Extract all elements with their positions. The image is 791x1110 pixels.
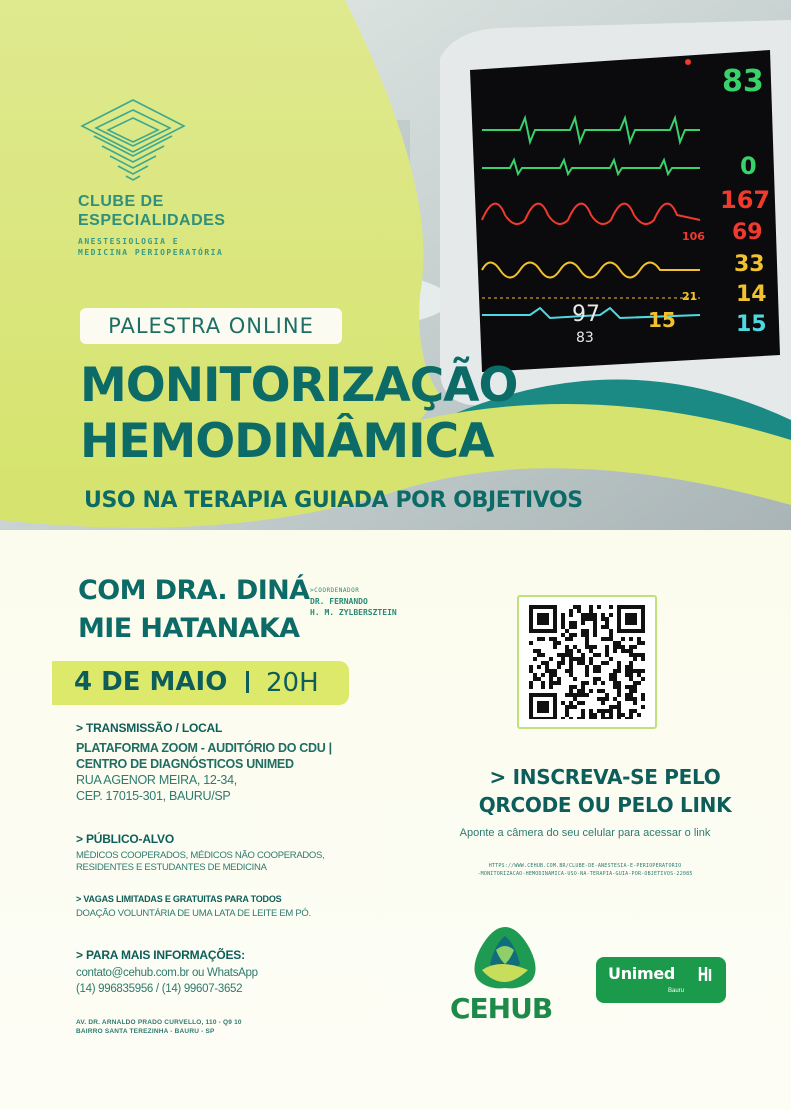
location-line1: PLATAFORMA ZOOM - AUDITÓRIO DO CDU |	[76, 741, 332, 755]
monitor-value: 21	[682, 290, 698, 303]
location-line4: CEP. 17015-301, BAURU/SP	[76, 789, 231, 803]
contact-email[interactable]: contato@cehub.com.br ou WhatsApp	[76, 967, 258, 979]
coordinator-line2: H. M. ZYLBERSZTEIN	[310, 608, 397, 617]
vacancies-heading: > VAGAS LIMITADAS E GRATUITAS PARA TODOS	[76, 894, 282, 904]
monitor-value: 69	[732, 220, 763, 245]
date-separator	[246, 671, 249, 693]
qr-code-icon	[529, 605, 645, 719]
location-details	[76, 740, 332, 804]
coordinator	[310, 585, 397, 618]
audience-line1: MÉDICOS COOPERADOS, MÉDICOS NÃO COOPERADOS,	[76, 850, 325, 861]
address-line1: AV. DR. ARNALDO PRADO CURVELLO, 110 - Q9 10	[76, 1019, 242, 1026]
monitor-value: 83	[576, 330, 594, 346]
contact-phones: (14) 996835956 / (14) 99607-3652	[76, 983, 243, 995]
unimed-city: Bauru	[668, 988, 685, 994]
location-line2: CENTRO DE DIAGNÓSTICOS UNIMED	[76, 757, 294, 771]
address	[76, 1018, 242, 1036]
address-line2: BAIRRO SANTA TEREZINHA - BAURU - SP	[76, 1028, 215, 1035]
location-heading: > TRANSMISSÃO / LOCAL	[76, 721, 223, 735]
speaker-line2: MIE HATANAKA	[78, 613, 300, 644]
monitor-value: 14	[736, 282, 767, 307]
signup-link-line1: HTTPS://WWW.CEHUB.COM.BR/CLUBE-DE-ANESTESIA-E-PERIOPERATORIO	[488, 863, 682, 869]
signup-link[interactable]	[420, 862, 750, 878]
unimed-logo	[596, 957, 726, 1003]
audience-details	[76, 850, 324, 874]
event-type-badge: PALESTRA ONLINE	[80, 308, 342, 344]
club-specialty-line2: MEDICINA PERIOPERATÓRIA	[78, 248, 224, 257]
main-title	[80, 358, 518, 470]
club-specialty-line1: ANESTESIOLOGIA E	[78, 237, 180, 246]
audience-heading: > PÚBLICO-ALVO	[76, 832, 174, 846]
unimed-symbol-icon	[696, 965, 714, 983]
coordinator-line1: DR. FERNANDO	[310, 597, 368, 606]
signup-cta-line1: > INSCREVA-SE PELO	[489, 765, 721, 789]
signup-cta-line2: QRCODE OU PELO LINK	[478, 793, 732, 817]
club-title	[78, 192, 225, 230]
signup-link-line2: -MONITORIZACAO-HEMODINAMICA-USO-NA-TERAPIA-GUIA-POR-OBJETIVOS-22085	[477, 871, 693, 877]
speaker-name	[78, 572, 309, 648]
info-details	[76, 965, 258, 997]
monitor-hr-value: 83	[722, 64, 764, 99]
event-date: 4 DE MAIO	[74, 667, 228, 697]
monitor-value: 15	[648, 308, 676, 332]
location-line3: RUA AGENOR MEIRA, 12-34,	[76, 773, 237, 787]
cehub-logo-icon	[470, 924, 540, 990]
coordinator-label: >COORDENADOR	[310, 587, 360, 594]
monitor-value: 33	[734, 252, 765, 277]
monitor-value: 0	[740, 152, 757, 180]
main-title-line1: MONITORIZAÇÃO	[80, 358, 518, 413]
signup-instructions: Aponte a câmera do seu celular para acessar o link	[459, 827, 711, 839]
subtitle: USO NA TERAPIA GUIADA POR OBJETIVOS	[84, 488, 583, 513]
club-logo-icon	[78, 96, 188, 188]
speaker-line1: COM DRA. DINÁ	[78, 575, 310, 606]
cehub-logo-text: CEHUB	[450, 992, 553, 1025]
qr-code[interactable]	[517, 595, 657, 729]
monitor-value: 15	[736, 312, 767, 337]
event-time: 20H	[266, 668, 319, 698]
club-title-line1: CLUBE DE	[78, 193, 164, 210]
club-title-line2: ESPECIALIDADES	[78, 212, 226, 229]
club-specialty	[78, 236, 223, 258]
signup-cta	[440, 763, 770, 819]
vacancies-details: DOAÇÃO VOLUNTÁRIA DE UMA LATA DE LEITE EM PÓ.	[76, 908, 311, 919]
monitor-value: 106	[682, 230, 705, 243]
unimed-logo-text: Unimed	[608, 964, 676, 983]
monitor-value: 167	[720, 186, 771, 214]
info-heading: > PARA MAIS INFORMAÇÕES:	[76, 948, 245, 962]
audience-line2: RESIDENTES E ESTUDANTES DE MEDICINA	[76, 862, 267, 873]
main-title-line2: HEMODINÂMICA	[80, 414, 494, 469]
monitor-value: 97	[572, 302, 600, 327]
